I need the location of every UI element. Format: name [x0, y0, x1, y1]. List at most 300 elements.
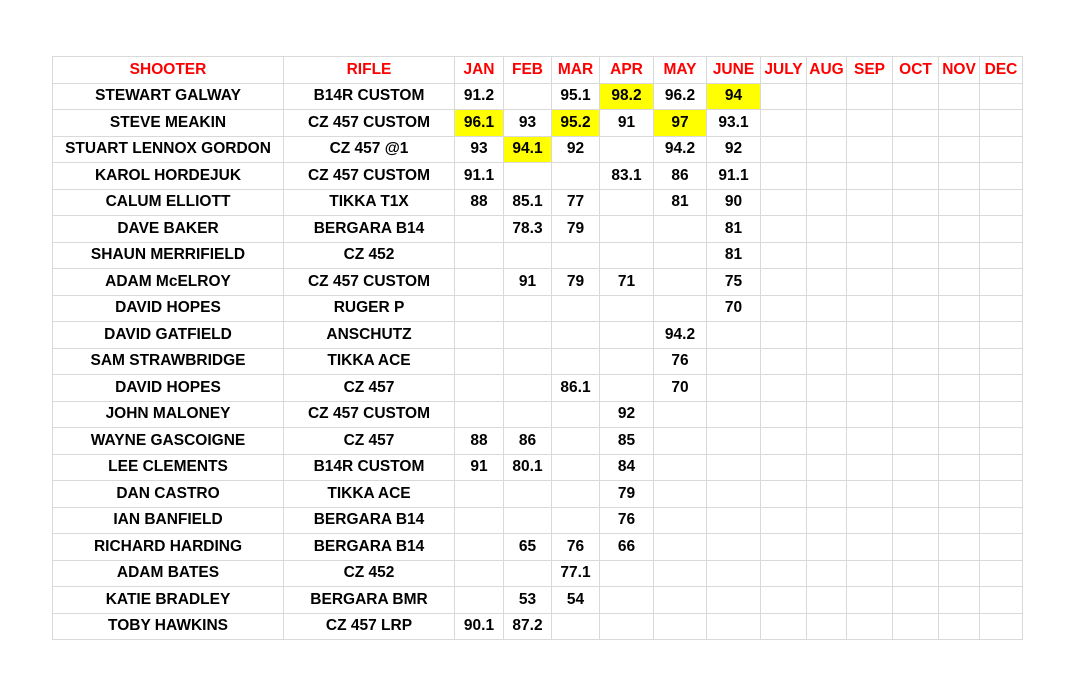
score-cell-may: 76 — [654, 348, 707, 375]
score-cell-dec — [980, 295, 1023, 322]
score-cell-may — [654, 507, 707, 534]
score-cell-jan — [455, 242, 504, 269]
score-cell-june: 91.1 — [707, 163, 761, 190]
score-cell-jan: 96.1 — [455, 110, 504, 137]
score-cell-jan — [455, 375, 504, 402]
shooter-name-cell: STUART LENNOX GORDON — [53, 136, 284, 163]
rifle-cell: BERGARA BMR — [284, 587, 455, 614]
score-cell-july — [761, 481, 807, 508]
score-cell-mar — [552, 507, 600, 534]
score-cell-apr — [600, 189, 654, 216]
score-cell-nov — [939, 560, 980, 587]
score-cell-sep — [847, 454, 893, 481]
table-row — [53, 428, 1023, 455]
score-cell-mar — [552, 454, 600, 481]
shooter-name-cell: CALUM ELLIOTT — [53, 189, 284, 216]
score-cell-dec — [980, 322, 1023, 349]
score-cell-sep — [847, 428, 893, 455]
score-cell-june — [707, 428, 761, 455]
score-cell-feb: 91 — [504, 269, 552, 296]
score-cell-july — [761, 613, 807, 640]
score-cell-oct — [893, 560, 939, 587]
score-cell-sep — [847, 613, 893, 640]
score-cell-mar — [552, 481, 600, 508]
column-header-oct: OCT — [893, 57, 939, 84]
score-cell-oct — [893, 216, 939, 243]
score-cell-aug — [807, 242, 847, 269]
column-header-june: JUNE — [707, 57, 761, 84]
score-cell-oct — [893, 428, 939, 455]
score-cell-aug — [807, 375, 847, 402]
score-cell-nov — [939, 269, 980, 296]
score-cell-july — [761, 216, 807, 243]
shooter-name-cell: ADAM BATES — [53, 560, 284, 587]
score-cell-mar — [552, 428, 600, 455]
rifle-cell: ANSCHUTZ — [284, 322, 455, 349]
rifle-cell: B14R CUSTOM — [284, 83, 455, 110]
score-cell-june — [707, 322, 761, 349]
score-cell-may — [654, 587, 707, 614]
score-cell-dec — [980, 454, 1023, 481]
score-cell-nov — [939, 322, 980, 349]
score-cell-july — [761, 163, 807, 190]
score-cell-jan — [455, 534, 504, 561]
score-cell-dec — [980, 401, 1023, 428]
table-row — [53, 613, 1023, 640]
shooter-name-cell: DAVID HOPES — [53, 295, 284, 322]
score-cell-feb — [504, 322, 552, 349]
shooter-name-cell: DAN CASTRO — [53, 481, 284, 508]
score-cell-aug — [807, 216, 847, 243]
score-cell-aug — [807, 83, 847, 110]
shooter-name-cell: DAVID HOPES — [53, 375, 284, 402]
score-cell-mar: 76 — [552, 534, 600, 561]
score-cell-dec — [980, 189, 1023, 216]
score-cell-mar — [552, 613, 600, 640]
score-cell-feb: 86 — [504, 428, 552, 455]
score-cell-jan — [455, 322, 504, 349]
score-cell-oct — [893, 83, 939, 110]
score-table — [52, 56, 1023, 640]
table-row — [53, 507, 1023, 534]
score-cell-july — [761, 189, 807, 216]
score-cell-nov — [939, 110, 980, 137]
score-cell-nov — [939, 481, 980, 508]
score-cell-nov — [939, 295, 980, 322]
score-cell-aug — [807, 507, 847, 534]
score-cell-oct — [893, 507, 939, 534]
table-row — [53, 322, 1023, 349]
score-cell-aug — [807, 428, 847, 455]
score-cell-aug — [807, 269, 847, 296]
score-cell-nov — [939, 507, 980, 534]
score-cell-may: 86 — [654, 163, 707, 190]
score-cell-apr — [600, 322, 654, 349]
score-cell-jan — [455, 216, 504, 243]
score-cell-nov — [939, 216, 980, 243]
score-cell-sep — [847, 189, 893, 216]
score-cell-apr — [600, 560, 654, 587]
score-cell-mar: 79 — [552, 216, 600, 243]
rifle-cell: CZ 457 CUSTOM — [284, 269, 455, 296]
score-cell-june: 94 — [707, 83, 761, 110]
score-cell-apr: 92 — [600, 401, 654, 428]
score-cell-apr — [600, 216, 654, 243]
score-cell-oct — [893, 269, 939, 296]
score-cell-jan: 91 — [455, 454, 504, 481]
column-header-nov: NOV — [939, 57, 980, 84]
rifle-cell: B14R CUSTOM — [284, 454, 455, 481]
score-cell-june: 70 — [707, 295, 761, 322]
score-cell-apr: 83.1 — [600, 163, 654, 190]
table-body — [53, 83, 1023, 640]
score-cell-june — [707, 481, 761, 508]
score-cell-dec — [980, 613, 1023, 640]
score-cell-dec — [980, 242, 1023, 269]
shooter-name-cell: WAYNE GASCOIGNE — [53, 428, 284, 455]
score-cell-oct — [893, 295, 939, 322]
rifle-cell: CZ 457 @1 — [284, 136, 455, 163]
score-cell-sep — [847, 507, 893, 534]
score-cell-sep — [847, 322, 893, 349]
table-row — [53, 587, 1023, 614]
score-cell-jan — [455, 348, 504, 375]
score-cell-oct — [893, 587, 939, 614]
score-cell-june — [707, 534, 761, 561]
score-cell-june — [707, 375, 761, 402]
score-cell-july — [761, 534, 807, 561]
column-header-mar: MAR — [552, 57, 600, 84]
score-cell-may — [654, 454, 707, 481]
score-cell-mar — [552, 242, 600, 269]
score-cell-feb: 93 — [504, 110, 552, 137]
score-cell-may — [654, 269, 707, 296]
score-cell-apr: 85 — [600, 428, 654, 455]
score-cell-jan: 93 — [455, 136, 504, 163]
rifle-cell: CZ 457 CUSTOM — [284, 163, 455, 190]
score-cell-dec — [980, 375, 1023, 402]
shooter-name-cell: ADAM McELROY — [53, 269, 284, 296]
score-cell-feb — [504, 348, 552, 375]
score-cell-apr: 79 — [600, 481, 654, 508]
table-row — [53, 560, 1023, 587]
score-cell-dec — [980, 560, 1023, 587]
score-cell-dec — [980, 83, 1023, 110]
rifle-cell: CZ 457 — [284, 375, 455, 402]
score-cell-jan: 88 — [455, 428, 504, 455]
score-cell-june — [707, 560, 761, 587]
rifle-cell: BERGARA B14 — [284, 216, 455, 243]
score-cell-oct — [893, 481, 939, 508]
score-cell-nov — [939, 189, 980, 216]
score-cell-aug — [807, 189, 847, 216]
score-cell-dec — [980, 269, 1023, 296]
score-cell-oct — [893, 454, 939, 481]
column-header-dec: DEC — [980, 57, 1023, 84]
score-cell-mar — [552, 163, 600, 190]
score-cell-dec — [980, 534, 1023, 561]
score-cell-june: 93.1 — [707, 110, 761, 137]
score-cell-mar: 77.1 — [552, 560, 600, 587]
score-cell-sep — [847, 481, 893, 508]
score-cell-aug — [807, 481, 847, 508]
score-cell-jan — [455, 481, 504, 508]
score-cell-july — [761, 322, 807, 349]
score-cell-jan: 88 — [455, 189, 504, 216]
score-cell-july — [761, 83, 807, 110]
score-cell-may — [654, 401, 707, 428]
score-cell-feb — [504, 242, 552, 269]
score-cell-dec — [980, 428, 1023, 455]
rifle-cell: TIKKA ACE — [284, 481, 455, 508]
score-cell-june: 81 — [707, 242, 761, 269]
shooter-name-cell: JOHN MALONEY — [53, 401, 284, 428]
shooter-name-cell: DAVE BAKER — [53, 216, 284, 243]
score-cell-dec — [980, 136, 1023, 163]
score-cell-feb: 85.1 — [504, 189, 552, 216]
score-cell-jan — [455, 295, 504, 322]
score-cell-july — [761, 401, 807, 428]
score-cell-sep — [847, 110, 893, 137]
rifle-cell: CZ 452 — [284, 242, 455, 269]
score-cell-jan — [455, 587, 504, 614]
score-cell-july — [761, 507, 807, 534]
table-row — [53, 269, 1023, 296]
score-cell-aug — [807, 454, 847, 481]
score-cell-sep — [847, 375, 893, 402]
score-cell-apr — [600, 295, 654, 322]
score-cell-nov — [939, 242, 980, 269]
shooter-name-cell: LEE CLEMENTS — [53, 454, 284, 481]
score-cell-sep — [847, 348, 893, 375]
score-cell-nov — [939, 454, 980, 481]
score-cell-oct — [893, 189, 939, 216]
score-cell-sep — [847, 83, 893, 110]
score-cell-july — [761, 269, 807, 296]
score-cell-nov — [939, 163, 980, 190]
score-cell-aug — [807, 560, 847, 587]
score-cell-july — [761, 587, 807, 614]
score-cell-nov — [939, 375, 980, 402]
score-cell-feb — [504, 163, 552, 190]
score-cell-sep — [847, 587, 893, 614]
score-cell-feb — [504, 560, 552, 587]
score-cell-oct — [893, 242, 939, 269]
shooter-name-cell: KAROL HORDEJUK — [53, 163, 284, 190]
table-row — [53, 375, 1023, 402]
score-cell-may: 94.2 — [654, 136, 707, 163]
score-cell-nov — [939, 83, 980, 110]
table-row — [53, 163, 1023, 190]
score-cell-feb — [504, 295, 552, 322]
score-cell-feb: 94.1 — [504, 136, 552, 163]
score-cell-feb — [504, 401, 552, 428]
score-cell-aug — [807, 534, 847, 561]
score-cell-nov — [939, 428, 980, 455]
score-cell-apr — [600, 136, 654, 163]
shooter-name-cell: RICHARD HARDING — [53, 534, 284, 561]
score-cell-dec — [980, 587, 1023, 614]
score-cell-june: 75 — [707, 269, 761, 296]
table-row — [53, 189, 1023, 216]
score-cell-aug — [807, 163, 847, 190]
column-header-sep: SEP — [847, 57, 893, 84]
table-row — [53, 401, 1023, 428]
shooter-name-cell: SHAUN MERRIFIELD — [53, 242, 284, 269]
score-cell-oct — [893, 401, 939, 428]
column-header-july: JULY — [761, 57, 807, 84]
score-cell-jan — [455, 507, 504, 534]
score-cell-may — [654, 560, 707, 587]
score-cell-oct — [893, 163, 939, 190]
score-cell-mar — [552, 295, 600, 322]
table-row — [53, 110, 1023, 137]
score-cell-june: 92 — [707, 136, 761, 163]
table-row — [53, 454, 1023, 481]
score-cell-sep — [847, 269, 893, 296]
score-cell-feb — [504, 375, 552, 402]
shooter-name-cell: DAVID GATFIELD — [53, 322, 284, 349]
score-cell-july — [761, 110, 807, 137]
rifle-cell: TIKKA T1X — [284, 189, 455, 216]
score-cell-feb — [504, 481, 552, 508]
score-cell-feb: 87.2 — [504, 613, 552, 640]
score-cell-may: 94.2 — [654, 322, 707, 349]
score-cell-aug — [807, 613, 847, 640]
score-cell-feb: 53 — [504, 587, 552, 614]
score-cell-jan — [455, 560, 504, 587]
score-cell-aug — [807, 322, 847, 349]
score-cell-sep — [847, 163, 893, 190]
score-cell-june — [707, 401, 761, 428]
score-cell-apr — [600, 348, 654, 375]
table-row — [53, 83, 1023, 110]
rifle-cell: TIKKA ACE — [284, 348, 455, 375]
shooter-name-cell: STEVE MEAKIN — [53, 110, 284, 137]
score-cell-july — [761, 295, 807, 322]
score-cell-may — [654, 242, 707, 269]
score-cell-sep — [847, 560, 893, 587]
shooter-name-cell: KATIE BRADLEY — [53, 587, 284, 614]
score-cell-aug — [807, 401, 847, 428]
table-row — [53, 481, 1023, 508]
score-cell-nov — [939, 587, 980, 614]
score-cell-june — [707, 613, 761, 640]
column-header-aug: AUG — [807, 57, 847, 84]
score-cell-mar — [552, 348, 600, 375]
column-header-jan: JAN — [455, 57, 504, 84]
score-cell-dec — [980, 348, 1023, 375]
column-header-shooter: SHOOTER — [53, 57, 284, 84]
score-cell-july — [761, 375, 807, 402]
score-cell-nov — [939, 613, 980, 640]
score-cell-july — [761, 560, 807, 587]
table-row — [53, 242, 1023, 269]
rifle-cell: CZ 452 — [284, 560, 455, 587]
score-cell-june — [707, 454, 761, 481]
shooter-name-cell: STEWART GALWAY — [53, 83, 284, 110]
column-header-apr: APR — [600, 57, 654, 84]
score-cell-mar: 92 — [552, 136, 600, 163]
score-cell-may — [654, 216, 707, 243]
score-cell-aug — [807, 295, 847, 322]
score-cell-may — [654, 481, 707, 508]
score-cell-may — [654, 295, 707, 322]
rifle-cell: CZ 457 — [284, 428, 455, 455]
rifle-cell: RUGER P — [284, 295, 455, 322]
score-cell-apr: 66 — [600, 534, 654, 561]
score-cell-july — [761, 242, 807, 269]
score-cell-mar: 95.1 — [552, 83, 600, 110]
score-cell-oct — [893, 110, 939, 137]
score-cell-mar: 54 — [552, 587, 600, 614]
score-cell-may — [654, 428, 707, 455]
score-cell-feb: 65 — [504, 534, 552, 561]
table-row — [53, 136, 1023, 163]
score-cell-oct — [893, 348, 939, 375]
score-cell-jan — [455, 401, 504, 428]
header-row — [53, 57, 1023, 84]
score-cell-may — [654, 613, 707, 640]
score-cell-dec — [980, 481, 1023, 508]
score-cell-dec — [980, 216, 1023, 243]
score-cell-apr — [600, 375, 654, 402]
score-cell-july — [761, 348, 807, 375]
table-row — [53, 534, 1023, 561]
score-cell-july — [761, 454, 807, 481]
score-cell-june: 81 — [707, 216, 761, 243]
table-row — [53, 295, 1023, 322]
score-cell-jan: 91.2 — [455, 83, 504, 110]
score-cell-may — [654, 534, 707, 561]
score-cell-feb — [504, 507, 552, 534]
score-cell-dec — [980, 163, 1023, 190]
score-cell-sep — [847, 534, 893, 561]
score-cell-july — [761, 428, 807, 455]
shooter-name-cell: TOBY HAWKINS — [53, 613, 284, 640]
score-cell-may: 96.2 — [654, 83, 707, 110]
score-cell-may: 97 — [654, 110, 707, 137]
rifle-cell: BERGARA B14 — [284, 534, 455, 561]
rifle-cell: CZ 457 CUSTOM — [284, 110, 455, 137]
rifle-cell: CZ 457 CUSTOM — [284, 401, 455, 428]
score-cell-feb: 78.3 — [504, 216, 552, 243]
score-cell-june — [707, 587, 761, 614]
score-cell-apr — [600, 613, 654, 640]
score-cell-aug — [807, 587, 847, 614]
score-cell-mar: 77 — [552, 189, 600, 216]
score-cell-apr: 98.2 — [600, 83, 654, 110]
score-cell-apr — [600, 587, 654, 614]
score-cell-oct — [893, 613, 939, 640]
score-cell-june: 90 — [707, 189, 761, 216]
score-cell-may: 70 — [654, 375, 707, 402]
score-cell-apr: 91 — [600, 110, 654, 137]
score-cell-mar: 95.2 — [552, 110, 600, 137]
score-cell-apr: 76 — [600, 507, 654, 534]
column-header-rifle: RIFLE — [284, 57, 455, 84]
column-header-may: MAY — [654, 57, 707, 84]
score-cell-oct — [893, 136, 939, 163]
score-cell-nov — [939, 401, 980, 428]
score-cell-june — [707, 507, 761, 534]
score-cell-dec — [980, 507, 1023, 534]
score-cell-jan: 91.1 — [455, 163, 504, 190]
column-header-feb: FEB — [504, 57, 552, 84]
score-cell-apr — [600, 242, 654, 269]
score-cell-sep — [847, 401, 893, 428]
score-cell-june — [707, 348, 761, 375]
